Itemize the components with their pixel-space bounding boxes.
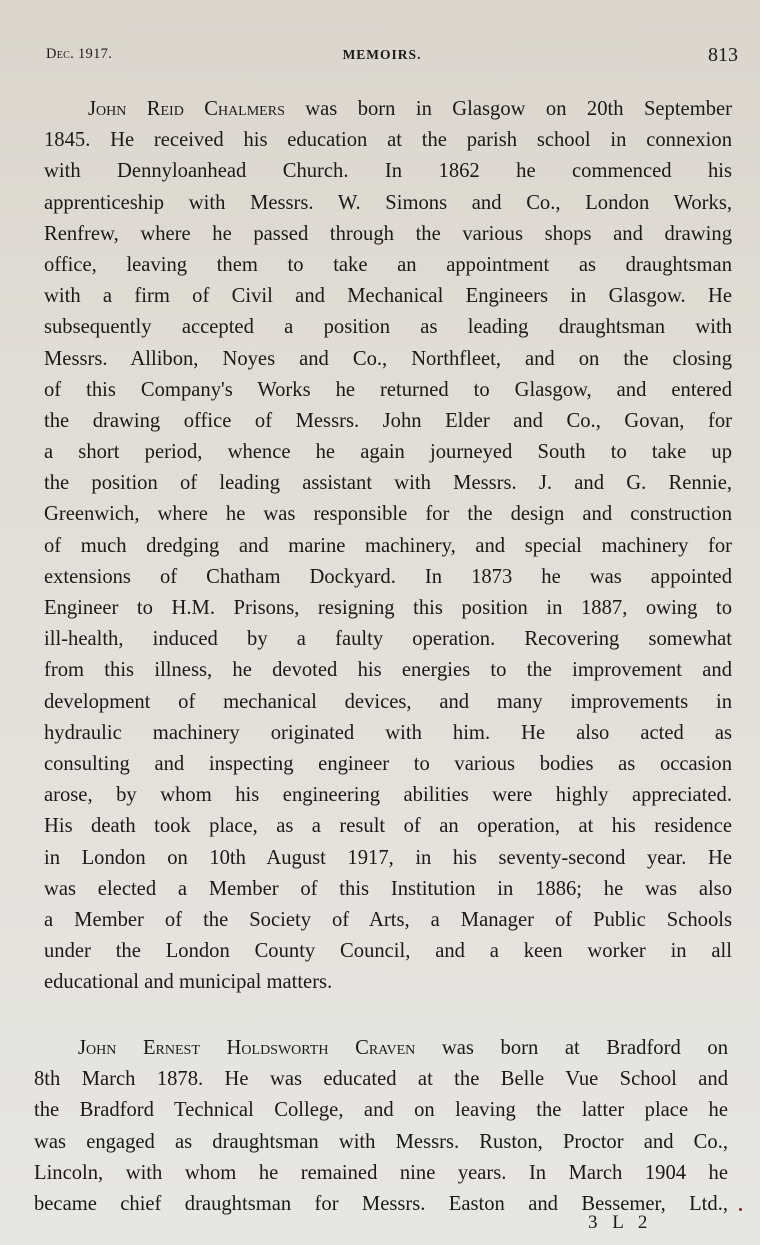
memoir-line: John Ernest Holdsworth Craven was born at Bradford on <box>78 1037 728 1059</box>
memoir-line: John Reid Chalmers was born in Glasgow on 20th September <box>88 98 733 120</box>
running-head-title: MEMOIRS. <box>342 47 422 62</box>
memoir-line: Renfrew, where he passed through the various shops and drawing <box>44 222 732 245</box>
memoir-line: apprenticeship with Messrs. W. Simons and Co., London Works, <box>44 191 732 214</box>
memoir-line: 1845. He received his education at the parish school in connexion <box>44 129 732 152</box>
memoir-line: a short period, whence he again journeyed South to take up <box>44 441 732 464</box>
memoir-line: development of mechanical devices, and many improvements in <box>44 690 732 713</box>
memoir-chalmers <box>44 94 732 998</box>
memoir-line: was engaged as draughtsman with Messrs. Ruston, Proctor and Co., <box>34 1130 728 1153</box>
memoir-subject-name: John Reid Chalmers <box>88 98 285 120</box>
memoir-line: subsequently accepted a position as leading draughtsman with <box>44 316 732 339</box>
memoir-line: under the London County Council, and a keen worker in all <box>44 940 732 963</box>
memoir-craven <box>34 1033 728 1220</box>
memoir-line: of this Company's Works he returned to Glasgow, and entered <box>44 378 732 401</box>
memoir-line: the position of leading assistant with Messrs. J. and G. Rennie, <box>44 472 732 495</box>
running-head-date: Dec. 1917. <box>46 46 113 62</box>
memoir-line: office, leaving them to take an appointment as draughtsman <box>44 253 732 276</box>
signature-mark: 3 L 2 <box>588 1212 653 1233</box>
memoir-line: consulting and inspecting engineer to various bodies as occasion <box>44 752 732 775</box>
memoir-line: the drawing office of Messrs. John Elder and Co., Govan, for <box>44 409 732 432</box>
memoir-line: Engineer to H.M. Prisons, resigning this position in 1887, owing to <box>44 597 732 619</box>
memoir-line: 8th March 1878. He was educated at the Belle Vue School and <box>34 1068 728 1091</box>
memoir-line: Greenwich, where he was responsible for the design and construction <box>44 503 732 526</box>
memoir-line: with a firm of Civil and Mechanical Engineers in Glasgow. He <box>44 285 732 308</box>
memoir-line: a Member of the Society of Arts, a Manager of Public Schools <box>44 908 732 931</box>
ink-speck <box>739 1208 742 1211</box>
memoir-line: of much dredging and marine machinery, and special machinery for <box>44 534 732 557</box>
memoir-subject-name: John Ernest Holdsworth Craven <box>78 1037 416 1059</box>
memoir-line: Messrs. Allibon, Noyes and Co., Northfleet, and on the closing <box>44 347 732 370</box>
memoir-line: the Bradford Technical College, and on leaving the latter place he <box>34 1099 728 1122</box>
running-head <box>46 44 738 74</box>
memoir-line: in London on 10th August 1917, in his seventy-second year. He <box>44 846 732 869</box>
memoir-line: extensions of Chatham Dockyard. In 1873 he was appointed <box>44 565 732 588</box>
memoir-line: became chief draughtsman for Messrs. Easton and Bessemer, Ltd., <box>34 1192 728 1215</box>
memoir-line: ill-health, induced by a faulty operation. Recovering somewhat <box>44 628 732 651</box>
memoir-line: from this illness, he devoted his energies to the improvement and <box>44 659 732 682</box>
page-number: 813 <box>708 44 738 66</box>
memoir-line: was elected a Member of this Institution in 1886; he was also <box>44 877 732 900</box>
memoir-line: hydraulic machinery originated with him. He also acted as <box>44 721 732 744</box>
memoir-line: Lincoln, with whom he remained nine years. In March 1904 he <box>34 1161 728 1184</box>
memoir-line: His death took place, as a result of an operation, at his residence <box>44 815 732 838</box>
memoir-line: educational and municipal matters. <box>44 971 333 994</box>
memoir-line: with Dennyloanhead Church. In 1862 he commenced his <box>44 160 732 183</box>
memoir-line: arose, by whom his engineering abilities were highly appreciated. <box>44 784 732 807</box>
